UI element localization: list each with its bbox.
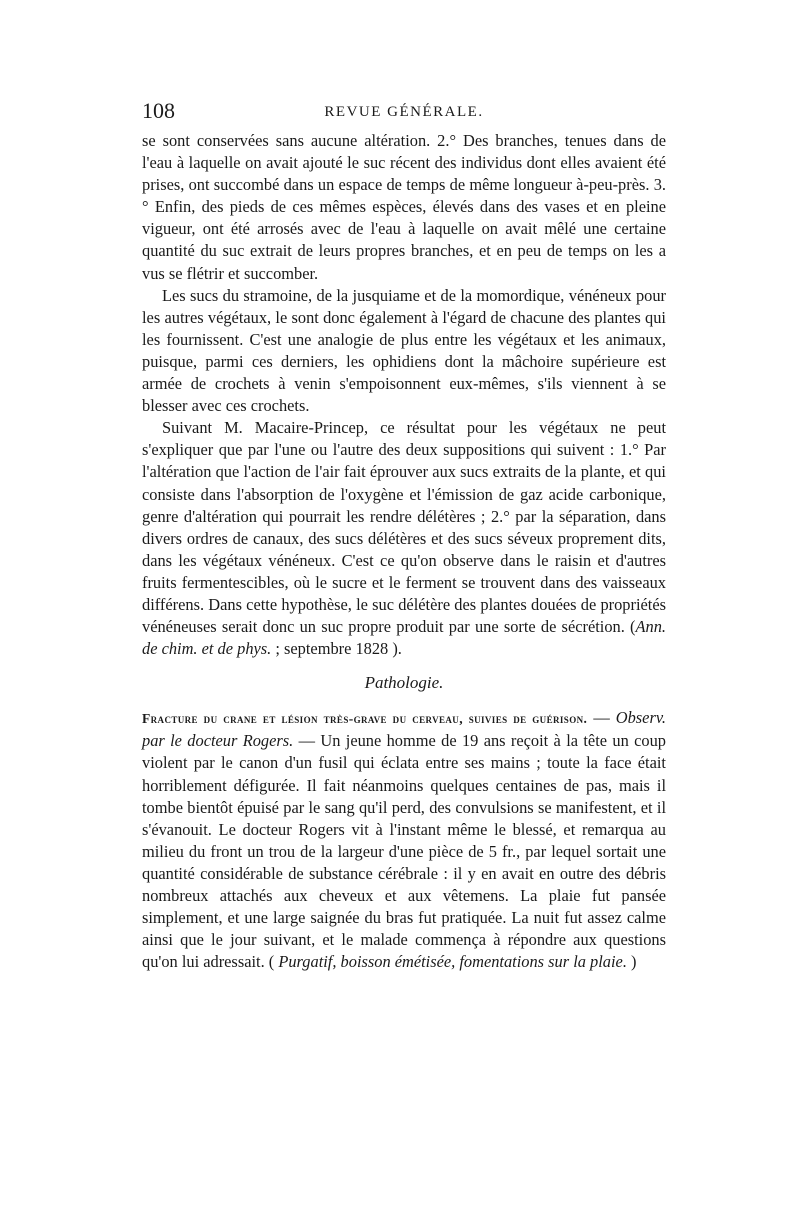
closing-paren: ) <box>626 952 637 972</box>
case-report <box>142 707 666 973</box>
dash: — <box>587 708 616 728</box>
citation-date: ; septembre 1828 ). <box>271 639 402 659</box>
running-head: REVUE GÉNÉRALE. <box>324 104 484 120</box>
treatment-note: Purgatif, boisson émétisée, fomentations sur la plaie. <box>274 952 627 972</box>
section-title: Pathologie. <box>364 673 444 693</box>
paragraph-macaire-princep <box>142 417 666 660</box>
page-body <box>142 130 666 973</box>
paragraph-plant-juices: Les sucs du stramoine, de la jusquiame et de la momordique, vénéneux pour les autres végétaux, le sont donc également à l'égard de chacune des plantes qui les fournissent. C'est une analogie de plus entre les végétaux et les animaux, puisque, parmi ces derniers, les ophidiens dont la mâchoire supérieure est armée de crochets à venin s'empoisonnent eux-mêmes, s'ils viennent à se blesser avec ces crochets. <box>142 285 666 416</box>
case-heading: Fracture du crane et lésion très-grave du cerveau, suivies de guérison. <box>142 711 588 727</box>
page-header <box>142 98 666 124</box>
page-number: 108 <box>142 98 175 123</box>
dash: — <box>293 731 321 751</box>
citation-journal: Ann. de chim. et de phys. <box>142 617 666 659</box>
paragraph-continued: se sont conservées sans aucune altération. 2.° Des branches, tenues dans de l'eau à laquelle on avait ajouté le suc récent des individus dont elles avaient été prises, ont succombé dans un espace de temps de même longueur à-peu-près. 3.° Enfin, des pieds de ces mêmes espèces, élevés dans des vases et en pleine vigueur, ont été arrosés avec de l'eau à laquelle on avait mêlé une certaine quantité du suc extrait de leurs propres branches, et en peu de temps on les a vus se flétrir et succomber. <box>142 131 666 283</box>
paragraph-text: Suivant M. Macaire-Princep, ce résultat pour les végétaux ne peut s'expliquer que par l'une ou l'autre des deux suppositions qui suivent : 1.° Par l'altération que l'action de l'air fait éprouver aux sucs extraits de la plante, et qui consiste dans l'absorption de l'oxygène et l'émission de gaz acide carbonique, genre d'altération qui pourrait les rendre délétères ; 2.° par la séparation, dans divers ordres de canaux, des sucs délétères et des sucs séveux proprement dits, dans les végétaux vénéneux. C'est ce qu'on observe dans le raisin et d'autres fruits fermentescibles, où le sucre et le ferment se trouvent dans des vaisseaux différens. Dans cette hypothèse, le suc délétère des plantes douées de propriétés vénéneuses serait donc un suc propre produit par une sorte de sécrétion. ( <box>142 418 666 637</box>
observation-author: Observ. par le docteur Rogers. <box>142 708 666 751</box>
case-text: Un jeune homme de 19 ans reçoit à la tête un coup violent par le canon d'un fusil qui éclata entre ses mains ; toute la face était horriblement défigurée. Il fait néanmoins quelques centaines de pas, mais il tombe bientôt épuisé par le sang qu'il perd, des convulsions se manifestent, et il s'évanouit. Le docteur Rogers vit à l'instant même le blessé, et remarqua au milieu du front un trou de la largeur d'une pièce de 5 fr., par lequel sortait une quantité considérable de substance cérébrale : il y en avait en outre des débris nombreux attachés aux cheveux et aux vêtemens. La plaie fut pansée simplement, et une large saignée du bras fut pratiquée. La nuit fut assez calme ainsi que le jour suivant, et le malade commença à répondre aux questions qu'on lui adressait. ( <box>142 731 666 972</box>
